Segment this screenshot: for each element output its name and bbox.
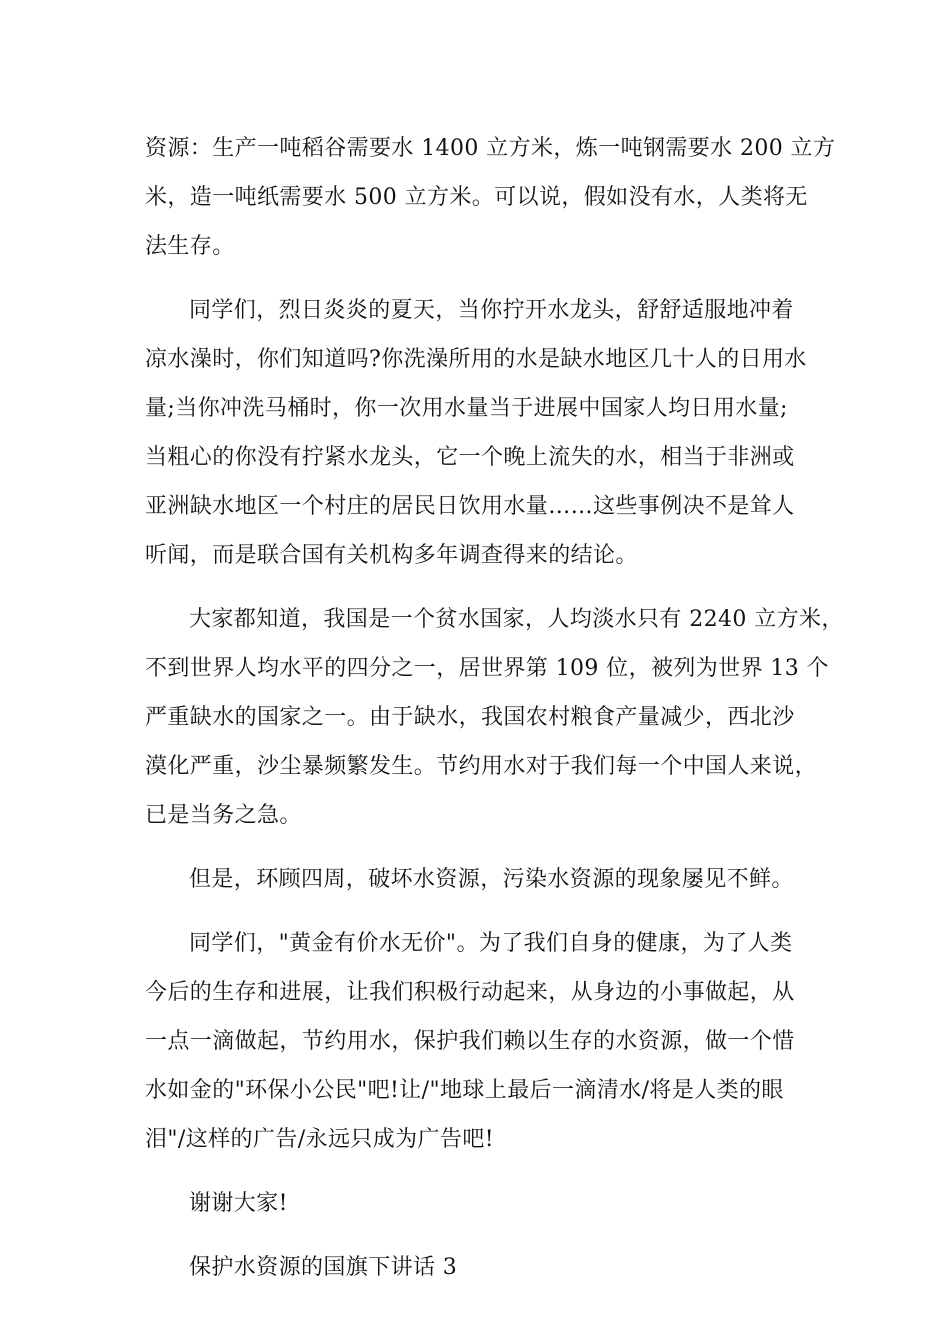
text-line: 水如金的"环保小公民"吧!让/"地球上最后一滴清水/将是人类的眼	[145, 1078, 784, 1103]
document-body	[145, 124, 844, 1307]
paragraph	[145, 1243, 825, 1292]
text-line: 一点一滴做起，节约用水，保护我们赖以生存的水资源，做一个惜	[145, 1029, 795, 1054]
text-line: 漠化严重，沙尘暴频繁发生。节约用水对于我们每一个中国人来说，	[145, 754, 818, 779]
paragraph	[145, 919, 825, 1164]
paragraph	[145, 855, 825, 904]
text-line: 资源：生产一吨稻谷需要水 1400 立方米，炼一吨钢需要水 200 立方	[145, 136, 836, 161]
text-line: 不到世界人均水平的四分之一，居世界第 109 位，被列为世界 13 个	[145, 656, 829, 681]
text-line: 但是，环顾四周，破坏水资源，污染水资源的现象屡见不鲜。	[189, 867, 794, 892]
text-line: 同学们，烈日炎炎的夏天，当你拧开水龙头，舒舒适服地冲着	[189, 298, 794, 323]
text-line: 量;当你冲洗马桶时，你一次用水量当于进展中国家人均日用水量;	[145, 396, 788, 421]
text-line: 今后的生存和进展，让我们积极行动起来，从身边的小事做起，从	[145, 980, 795, 1005]
text-line: 当粗心的你没有拧紧水龙头，它一个晚上流失的水，相当于非洲或	[145, 445, 795, 470]
text-line: 凉水澡时，你们知道吗?你洗澡所用的水是缺水地区几十人的日用水	[145, 347, 807, 372]
text-line: 法生存。	[145, 234, 235, 259]
text-line: 米，造一吨纸需要水 500 立方米。可以说，假如没有水，人类将无	[145, 185, 808, 210]
text-line: 已是当务之急。	[145, 803, 302, 828]
paragraph	[145, 595, 844, 840]
text-line: 大家都知道，我国是一个贫水国家，人均淡水只有 2240 立方米，	[189, 607, 844, 632]
closing-line: 谢谢大家!	[189, 1191, 288, 1216]
text-line: 同学们，"黄金有价水无价"。为了我们自身的健康，为了人类	[189, 931, 793, 956]
paragraph	[145, 1179, 825, 1228]
paragraph	[145, 286, 825, 580]
text-line: 严重缺水的国家之一。由于缺水，我国农村粮食产量减少，西北沙	[145, 705, 795, 730]
paragraph	[145, 124, 836, 271]
text-line: 亚洲缺水地区一个村庄的居民日饮用水量……这些事例决不是耸人	[145, 494, 795, 519]
section-heading: 保护水资源的国旗下讲话 3	[189, 1255, 458, 1280]
text-line: 泪"/这样的广告/永远只成为广告吧!	[145, 1127, 494, 1152]
text-line: 听闻，而是联合国有关机构多年调查得来的结论。	[145, 543, 638, 568]
